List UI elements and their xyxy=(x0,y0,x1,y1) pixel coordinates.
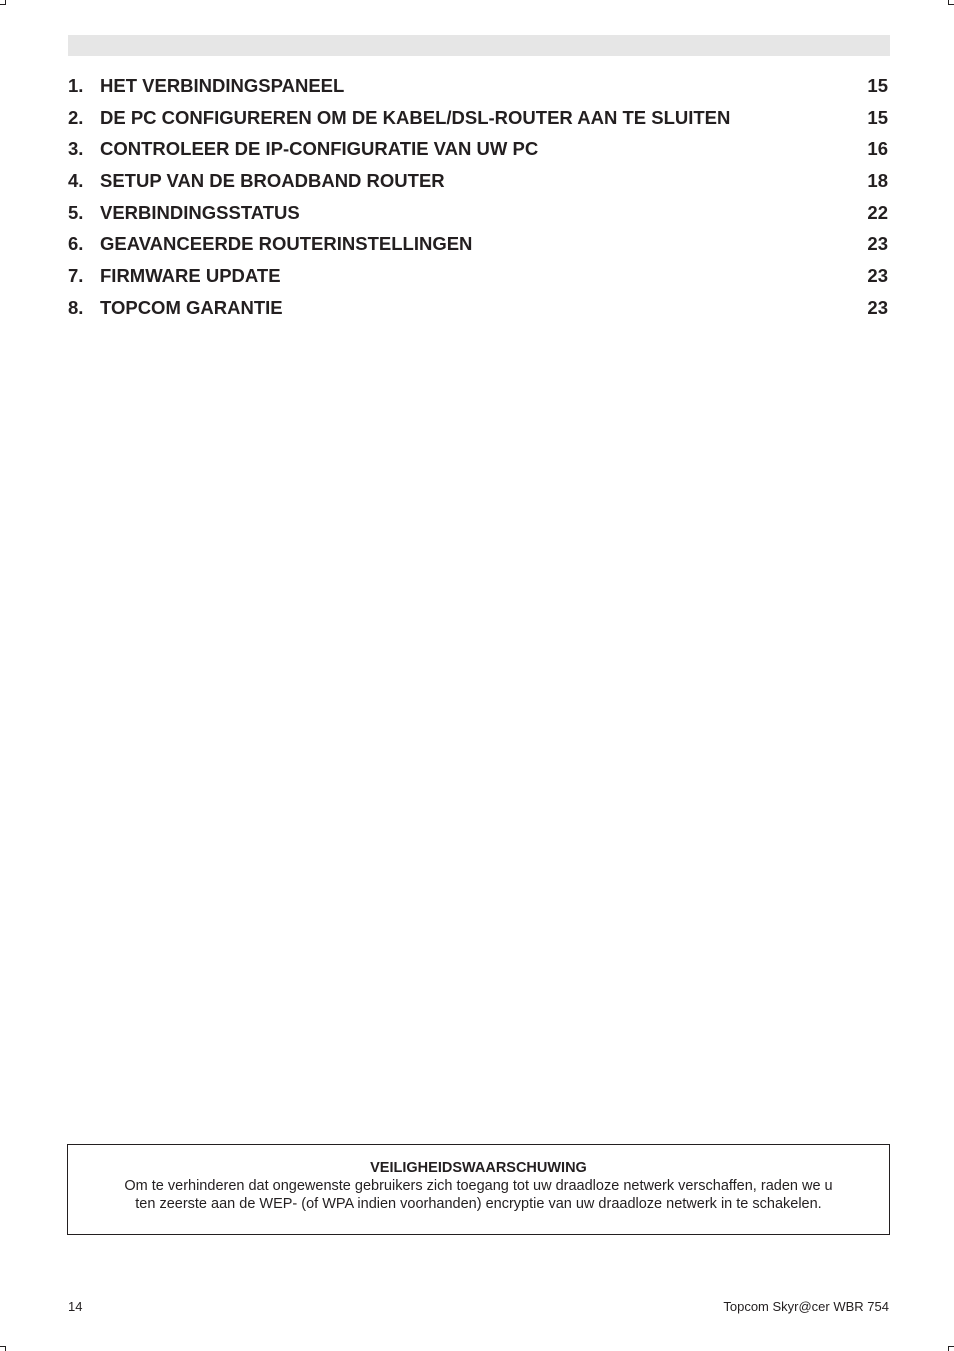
safety-warning-line-2: ten zeerste aan de WEP- (of WPA indien voorhanden) encryptie van uw draadloze netwerk in te schakelen. xyxy=(135,1196,822,1212)
table-of-contents xyxy=(68,70,888,324)
toc-entry-title: HET VERBINDINGSPANEEL xyxy=(100,75,345,96)
toc-entry-title: CONTROLEER DE IP-CONFIGURATIE VAN UW PC xyxy=(100,138,539,160)
toc-entry[interactable] xyxy=(68,197,888,229)
toc-entry-page: 23 xyxy=(867,296,888,318)
crop-mark-top-right xyxy=(948,0,949,5)
safety-warning-title: VEILIGHEIDSWAARSCHUWING xyxy=(370,1160,587,1176)
toc-entry[interactable] xyxy=(68,102,888,134)
toc-entry-page: 23 xyxy=(867,265,888,287)
toc-entry-page: 22 xyxy=(867,201,888,223)
toc-entry-title: DE PC CONFIGUREREN OM DE KABEL/DSL-ROUTER AAN TE SLUITEN xyxy=(100,106,731,128)
toc-entry-title: GEAVANCEERDE ROUTERINSTELLINGEN xyxy=(100,233,473,255)
toc-entry-page: 15 xyxy=(867,75,888,96)
safety-warning-box xyxy=(67,1144,890,1235)
toc-entry-page: 16 xyxy=(867,138,888,160)
toc-entry-title: FIRMWARE UPDATE xyxy=(100,265,281,287)
toc-entry[interactable] xyxy=(68,228,888,260)
crop-mark-top-left xyxy=(5,0,6,5)
toc-entry[interactable] xyxy=(68,292,888,324)
footer-product-name: Topcom Skyr@cer WBR 754 xyxy=(723,1299,889,1314)
toc-entry[interactable] xyxy=(68,165,888,197)
toc-entry-number: 3. xyxy=(68,138,84,160)
footer-page-number: 14 xyxy=(68,1299,83,1314)
safety-warning-line-1: Om te verhinderen dat ongewenste gebruikers zich toegang tot uw draadloze netwerk verschaffen, raden we u xyxy=(124,1178,833,1194)
toc-entry[interactable] xyxy=(68,70,888,102)
toc-entry[interactable] xyxy=(68,133,888,165)
header-bar xyxy=(68,35,890,56)
toc-entry-title: SETUP VAN DE BROADBAND ROUTER xyxy=(100,170,445,192)
toc-entry-number: 7. xyxy=(68,265,84,287)
toc-entry-page: 15 xyxy=(867,106,888,128)
toc-entry-number: 6. xyxy=(68,233,84,255)
toc-entry-number: 5. xyxy=(68,201,84,223)
toc-entry-number: 1. xyxy=(68,75,84,96)
toc-entry-page: 23 xyxy=(867,233,888,255)
crop-mark-bottom-left xyxy=(5,1346,6,1351)
toc-entry-page: 18 xyxy=(867,170,888,192)
toc-entry-title: VERBINDINGSSTATUS xyxy=(100,201,300,223)
crop-mark-bottom-right xyxy=(948,1346,949,1351)
toc-entry-number: 8. xyxy=(68,296,84,318)
toc-entry-title: TOPCOM GARANTIE xyxy=(100,296,283,318)
toc-entry-number: 2. xyxy=(68,106,84,128)
toc-entry[interactable] xyxy=(68,260,888,292)
toc-entry-number: 4. xyxy=(68,170,84,192)
